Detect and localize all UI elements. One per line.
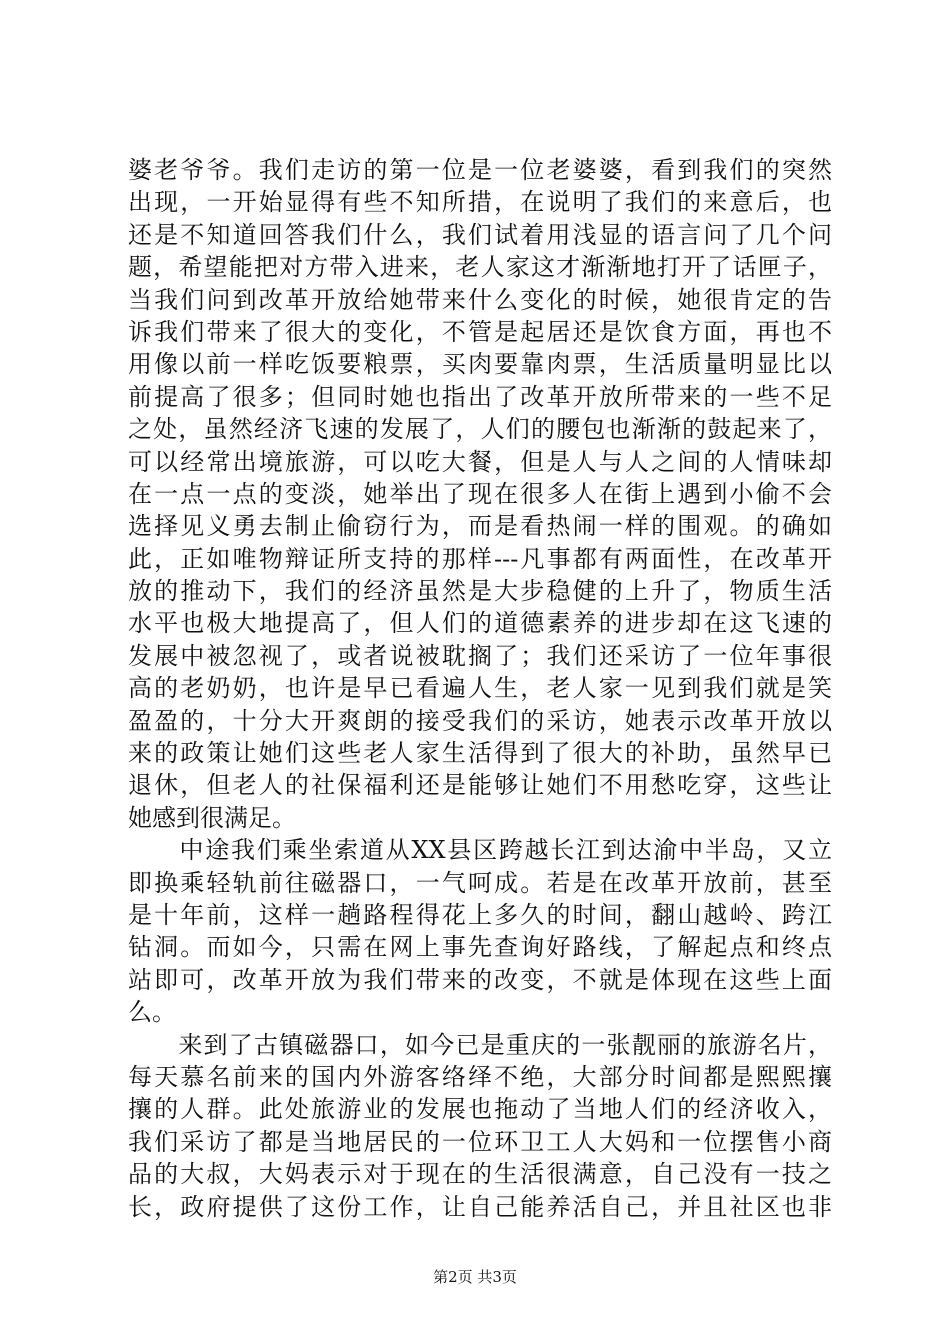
text-line: 水平也极大地提高了，但人们的道德素养的进步却在这飞速的 xyxy=(128,609,832,638)
text-line: 来到了古镇磁器口，如今已是重庆的一张靓丽的旅游名片， xyxy=(128,1030,832,1059)
text-line: 高的老奶奶，也许是早已看遍人生，老人家一见到我们就是笑 xyxy=(128,674,832,703)
text-line: 中途我们乘坐索道从XX县区跨越长江到达渝中半岛，又立 xyxy=(128,836,832,865)
text-line: 来的政策让她们这些老人家生活得到了很大的补助，虽然早已 xyxy=(128,739,832,768)
text-line: 退休，但老人的社保福利还是能够让她们不用愁吃穿，这些让 xyxy=(128,771,832,800)
text-line: 么。 xyxy=(128,998,176,1027)
text-line: 婆老爷爷。我们走访的第一位是一位老婆婆，看到我们的突然 xyxy=(128,156,832,184)
text-line: 她感到很满足。 xyxy=(128,803,296,832)
text-line: 前提高了很多；但同时她也指出了改革开放所带来的一些不足 xyxy=(128,382,832,411)
text-line: 用像以前一样吃饭要粮票，买肉要靠肉票，生活质量明显比以 xyxy=(128,350,832,379)
text-line: 诉我们带来了很大的变化，不管是起居还是饮食方面，再也不 xyxy=(128,317,832,346)
text-line: 发展中被忽视了，或者说被耽搁了；我们还采访了一位年事很 xyxy=(128,641,832,670)
text-line: 每天慕名前来的国内外游客络绎不绝，大部分时间都是熙熙攘 xyxy=(128,1062,832,1091)
body-text xyxy=(128,154,832,1223)
text-line: 选择见义勇去制止偷窃行为，而是看热闹一样的围观。的确如 xyxy=(128,512,832,541)
text-line: 此，正如唯物辩证所支持的那样---凡事都有两面性，在改革开 xyxy=(128,544,832,573)
text-line: 还是不知道回答我们什么，我们试着用浅显的语言问了几个问 xyxy=(128,220,832,249)
text-line: 品的大叔，大妈表示对于现在的生活很满意，自己没有一技之 xyxy=(128,1160,832,1189)
text-line: 我们采访了都是当地居民的一位环卫工人大妈和一位摆售小商 xyxy=(128,1127,832,1156)
text-line: 之处，虽然经济飞速的发展了，人们的腰包也渐渐的鼓起来了， xyxy=(128,415,832,444)
text-line: 在一点一点的变淡，她举出了现在很多人在街上遇到小偷不会 xyxy=(128,479,832,508)
text-line: 出现，一开始显得有些不知所措，在说明了我们的来意后，也 xyxy=(128,188,832,217)
text-line: 当我们问到改革开放给她带来什么变化的时候，她很肯定的告 xyxy=(128,285,832,314)
text-line: 可以经常出境旅游，可以吃大餐，但是人与人之间的人情味却 xyxy=(128,447,832,476)
text-line: 钻洞。而如今，只需在网上事先查询好路线，了解起点和终点 xyxy=(128,933,832,962)
text-line: 放的推动下，我们的经济虽然是大步稳健的上升了，物质生活 xyxy=(128,577,832,606)
text-line: 是十年前，这样一趟路程得花上多久的时间，翻山越岭、跨江 xyxy=(128,900,832,929)
text-line: 长，政府提供了这份工作，让自己能养活自己，并且社区也非 xyxy=(128,1192,832,1221)
text-line: 题，希望能把对方带入进来，老人家这才渐渐地打开了话匣子， xyxy=(128,253,832,282)
text-line: 站即可，改革开放为我们带来的改变，不就是体现在这些上面 xyxy=(128,965,832,994)
text-line: 攘的人群。此处旅游业的发展也拖动了当地人们的经济收入， xyxy=(128,1095,832,1124)
page-footer: 第2页 共3页 xyxy=(433,1268,517,1286)
text-line: 盈盈的，十分大开爽朗的接受我们的采访，她表示改革开放以 xyxy=(128,706,832,735)
text-line: 即换乘轻轨前往磁器口，一气呵成。若是在改革开放前，甚至 xyxy=(128,868,832,897)
